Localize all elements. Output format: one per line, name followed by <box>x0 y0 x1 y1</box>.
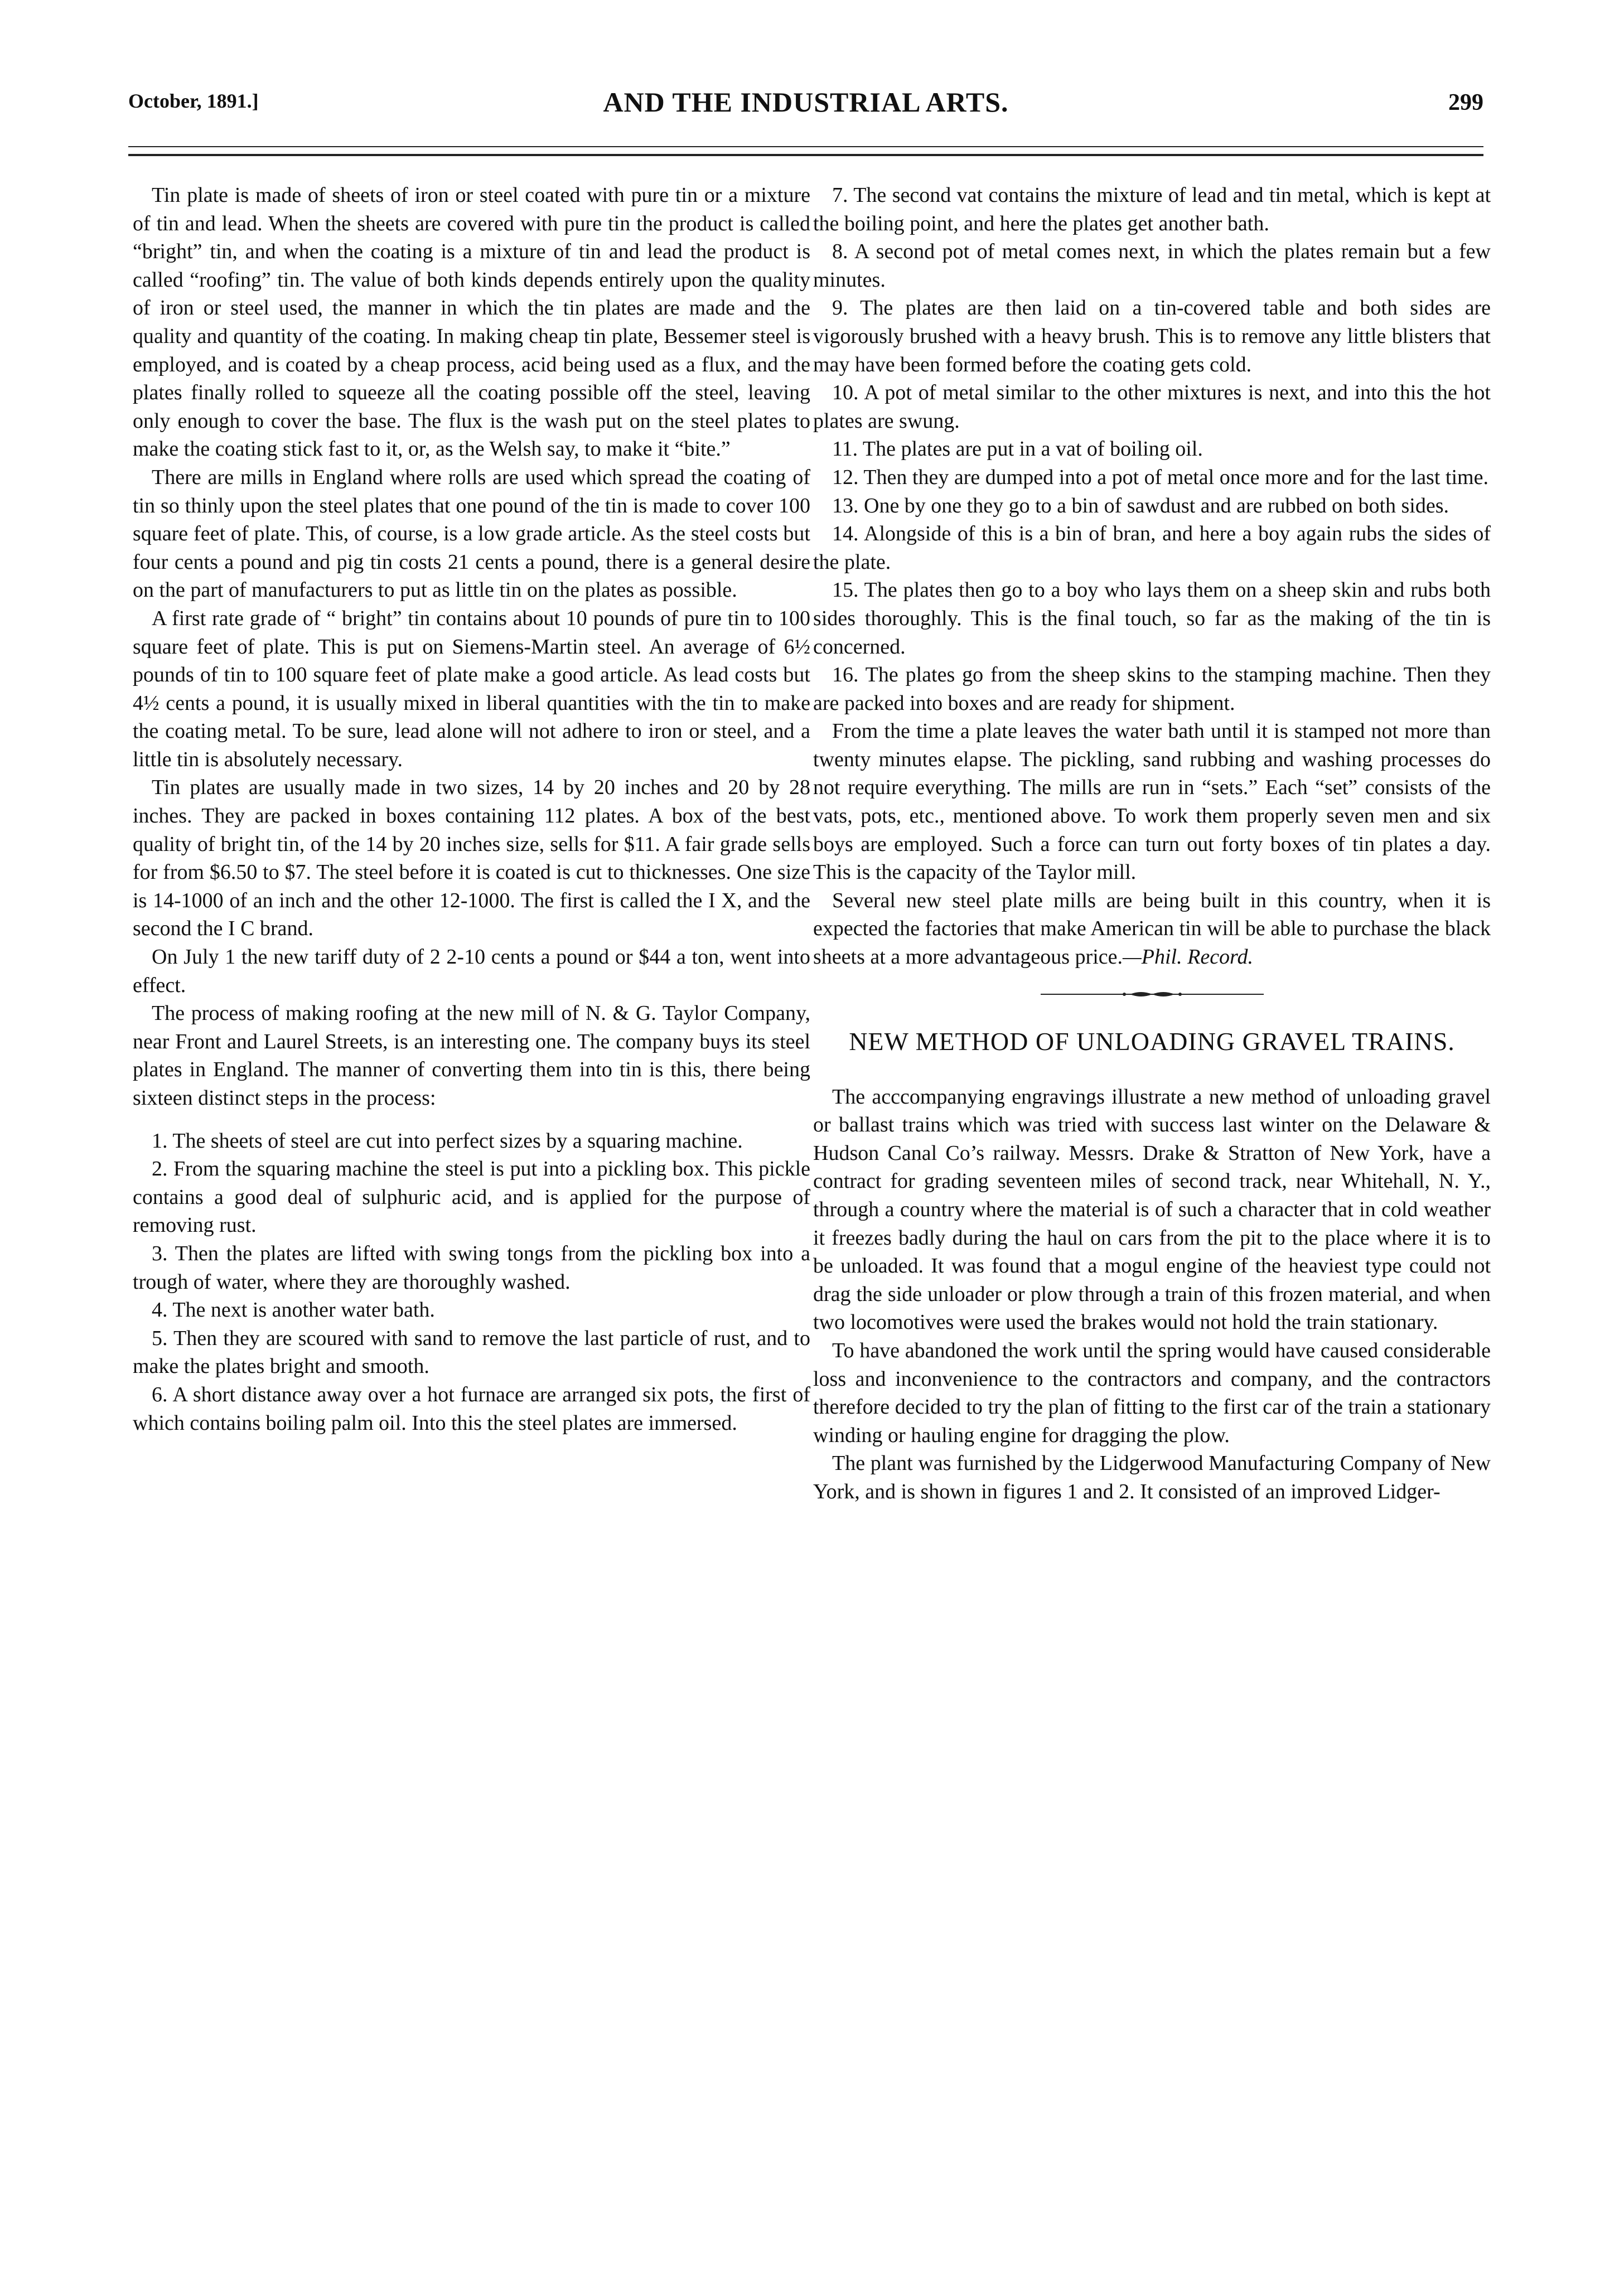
paragraph: There are mills in England where rolls are used which spread the coating of tin so thinly upon the steel plates that one pound of the tin is made to cover 100 square feet of plate. This, of course, is a low grade article. As the steel costs but four cents a pound and pig tin costs 21 cents a pound, there is a general desire on the part of manufacturers to put as little tin on the plates as possible. <box>133 465 810 602</box>
paragraph <box>813 887 1491 971</box>
process-step: 9. The plates are then laid on a tin-covered table and both sides are vigorously brushed with a heavy brush. This is to remove any little blisters that may have been formed before the coating gets cold. <box>813 296 1491 376</box>
process-step: 16. The plates go from the sheep skins to the stamping machine. Then they are packed into boxes and are ready for shipment. <box>813 663 1491 715</box>
issue-date: October, 1891.] <box>128 90 259 112</box>
source-credit: —Phil. Record. <box>1123 945 1253 969</box>
paragraph: To have abandoned the work until the spring would have caused considerable loss and inconvenience to the contractors and company, and the contractors therefore decided to try the plan of fitting to the first car of the train a stationary winding or hauling engine for dragging the plow. <box>813 1338 1491 1447</box>
process-step: 5. Then they are scoured with sand to remove the last particle of rust, and to make the plates bright and smooth. <box>133 1326 810 1378</box>
process-step: 12. Then they are dumped into a pot of metal once more and for the last time. <box>832 465 1488 489</box>
right-column <box>813 181 1491 1506</box>
article-title: NEW METHOD OF UNLOADING GRAVEL TRAINS. <box>849 1027 1455 1056</box>
paragraph-text: Several new steel plate mills are being built in this country, when it is expected the factories that make American tin will be able to purchase the black sheets at a more advantageous price. <box>813 888 1491 969</box>
spacer <box>133 1112 810 1127</box>
section-divider-ornament <box>1041 987 1264 1002</box>
process-step: 2. From the squaring machine the steel is put into a pickling box. This pickle contains a good deal of sulphuric acid, and is applied for the purpose of removing rust. <box>133 1157 810 1237</box>
page-number: 299 <box>1448 90 1483 115</box>
process-step: 7. The second vat contains the mixture of lead and tin metal, which is kept at the boiling point, and here the plates get another bath. <box>813 183 1491 235</box>
header-rule-thin <box>128 146 1483 147</box>
left-column <box>133 181 810 1437</box>
paragraph: The acccompanying engravings illustrate a new method of unloading gravel or ballast trains which was tried with success last winter on the Delaware & Hudson Canal Co’s railway. Messrs. Drake & Stratton of New York, have a contract for grading seventeen miles of second track, near Whitehall, N. Y., through a country where the material is of such a character that in cold weather it freezes badly during the haul on cars from the pit to the place where it is to be unloaded. It was found that a mogul engine of the heaviest type could not drag the side unloader or plow through a train of this frozen material, and when two locomotives were used the brakes would not hold the train stationary. <box>813 1085 1491 1334</box>
process-step: 3. Then the plates are lifted with swing tongs from the pickling box into a trough of water, where they are thoroughly washed. <box>133 1241 810 1294</box>
paragraph: From the time a plate leaves the water bath until it is stamped not more than twenty minutes elapse. The pickling, sand rubbing and washing processes do not require everything. The mills are run in “sets.” Each “set” consists of the vats, pots, etc., mentioned above. To work them properly seven men and six boys are employed. Such a force can turn out forty boxes of tin plates a day. This is the capacity of the Taylor mill. <box>813 719 1491 884</box>
process-step: 6. A short distance away over a hot furnace are arranged six pots, the first of which contains boiling palm oil. Into this the steel plates are immersed. <box>133 1382 810 1435</box>
journal-title: AND THE INDUSTRIAL ARTS. <box>603 86 1009 118</box>
process-step: 11. The plates are put in a vat of boiling oil. <box>832 437 1203 461</box>
header-rule-thick <box>128 154 1483 156</box>
paragraph: On July 1 the new tariff duty of 2 2-10 cents a pound or $44 a ton, went into effect. <box>133 945 810 997</box>
paragraph: The plant was furnished by the Lidgerwood Manufacturing Company of New York, and is shown in figures 1 and 2. It consisted of an improved Lidger- <box>813 1452 1491 1503</box>
process-step: 4. The next is another water bath. <box>152 1298 435 1322</box>
running-head <box>128 86 1483 123</box>
paragraph: A first rate grade of “ bright” tin contains about 10 pounds of pure tin to 100 square feet of plate. This is put on Siemens-Martin steel. An average of 6½ pounds of tin to 100 square feet of plate make a good article. As lead costs but 4½ cents a pound, it is usually mixed in liberal quantities with the tin to make the coating metal. To be sure, lead alone will not adhere to iron or steel, and a little tin is absolutely necessary. <box>133 606 810 771</box>
process-step: 1. The sheets of steel are cut into perfect sizes by a squaring machine. <box>152 1129 743 1153</box>
paragraph: Tin plates are usually made in two sizes, 14 by 20 inches and 20 by 28 inches. They are packed in boxes containing 112 plates. A box of the best quality of bright tin, of the 14 by 20 inches size, sells for $11. A fair grade sells for from $6.50 to $7. The steel before it is coated is cut to thicknesses. One size is 14-1000 of an inch and the other 12-1000. The first is called the I X, and the second the I C brand. <box>133 776 810 941</box>
process-step: 14. Alongside of this is a bin of bran, and here a boy again rubs the sides of the plate. <box>813 522 1491 574</box>
process-step: 13. One by one they go to a bin of sawdust and are rubbed on both sides. <box>832 494 1449 517</box>
process-step: 8. A second pot of metal comes next, in which the plates remain but a few minutes. <box>813 240 1491 292</box>
process-step: 10. A pot of metal similar to the other mixtures is next, and into this the hot plates are swung. <box>813 381 1491 433</box>
process-step: 15. The plates then go to a boy who lays them on a sheep skin and rubs both sides thoroughly. This is the final touch, so far as the making of the tin is concerned. <box>813 578 1491 659</box>
paragraph: The process of making roofing at the new mill of N. & G. Taylor Company, near Front and Laurel Streets, is an interesting one. The company buys its steel plates in England. The manner of converting them into tin is this, there being sixteen distinct steps in the process: <box>133 1002 810 1110</box>
paragraph: Tin plate is made of sheets of iron or steel coated with pure tin or a mixture of tin and lead. When the sheets are covered with pure tin the product is called “bright” tin, and when the coating is a mixture of tin and lead the product is called “roofing” tin. The value of both kinds depends entirely upon the quality of iron or steel used, the manner in which the tin plates are made and the quality and quantity of the coating. In making cheap tin plate, Bessemer steel is employed, and is coated by a cheap process, acid being used as a flux, and the plates finally rolled to squeeze all the coating possible off the steel, leaving only enough to cover the base. The flux is the wash put on the steel plates to make the coating stick fast to it, or, as the Welsh say, to make it “bite.” <box>133 183 810 461</box>
